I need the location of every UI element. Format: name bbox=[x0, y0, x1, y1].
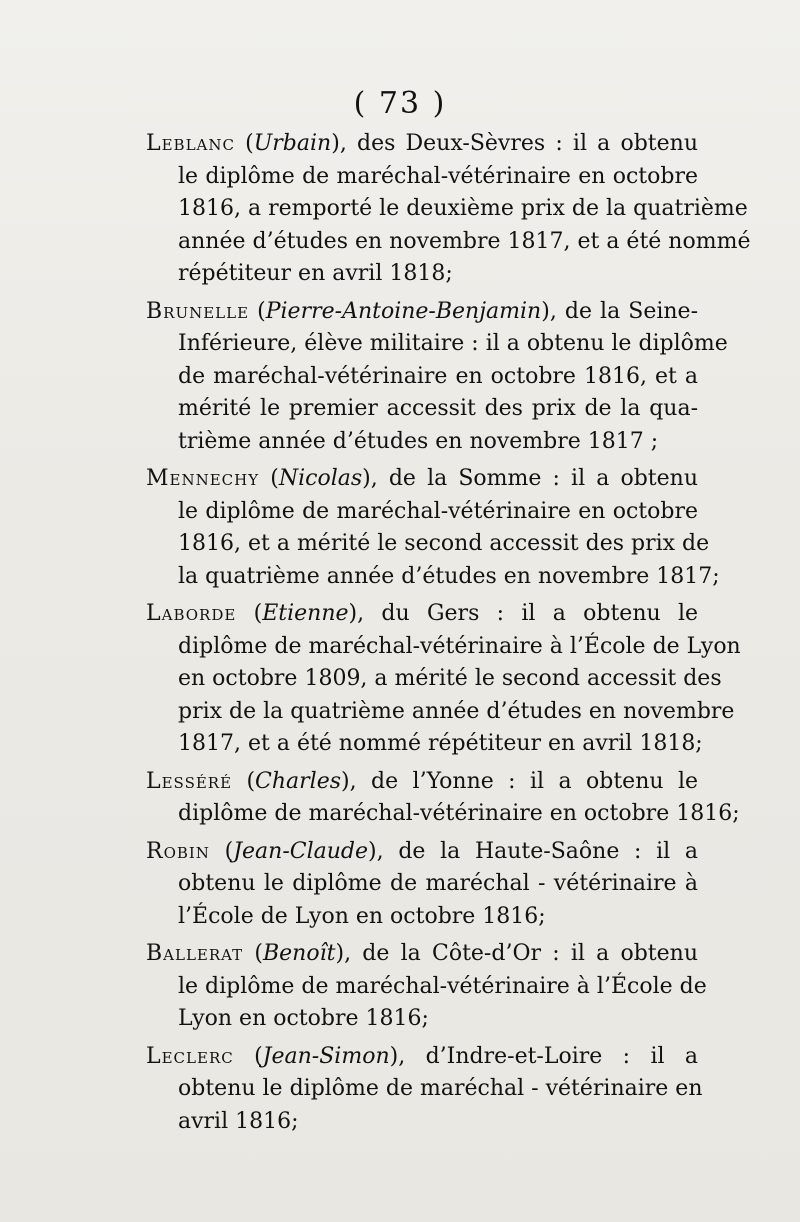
surname: Ballerat bbox=[146, 941, 244, 966]
entry-text-line: 1817, et a été nommé répétiteur en avril 1818; bbox=[178, 731, 703, 756]
entry-text-line: la quatrième année d’études en novembre 1817; bbox=[178, 563, 720, 589]
entry-text-line: répétiteur en avril 1818; bbox=[178, 261, 453, 286]
entry-heading-line: Laborde (Etienne), du Gers : il a obtenu le bbox=[146, 601, 699, 626]
entry-text-line: l’École de Lyon en octobre 1816; bbox=[178, 903, 546, 929]
entry-text-line: diplôme de maréchal-vétérinaire à l’École de Lyon bbox=[178, 633, 741, 659]
surname: Brunelle bbox=[146, 298, 250, 324]
given-name: Jean-Simon bbox=[262, 1043, 390, 1069]
given-name: Jean-Claude bbox=[233, 838, 369, 864]
entry bbox=[146, 938, 707, 1036]
entry-heading-line: Lesséré (Charles), de l’Yonne : il a obtenu le bbox=[146, 768, 698, 794]
surname: Robin bbox=[146, 838, 210, 864]
entry-details: , de la Seine- bbox=[549, 298, 699, 324]
given-name: Nicolas bbox=[278, 466, 363, 491]
given-name: Charles bbox=[255, 768, 342, 794]
entry bbox=[146, 463, 720, 593]
entry-text-line: obtenu le diplôme de maréchal - vétérinaire en bbox=[178, 1076, 703, 1101]
entry-text-line: avril 1816; bbox=[178, 1108, 299, 1134]
entry-heading-line: Leblanc (Urbain), des Deux-Sèvres : il a obtenu bbox=[146, 131, 698, 156]
entry-text-line: Inférieure, élève militaire : il a obtenu le diplôme bbox=[178, 331, 728, 356]
entry bbox=[146, 128, 751, 291]
surname: Laborde bbox=[146, 601, 237, 626]
entry-text-line: Lyon en octobre 1816; bbox=[178, 1006, 429, 1031]
entry-text-line: de maréchal-vétérinaire en octobre 1816, et a bbox=[178, 363, 698, 389]
entry bbox=[146, 1041, 703, 1139]
surname: Mennechy bbox=[146, 466, 260, 491]
entry-text-line: en octobre 1809, a mérité le second accessit des bbox=[178, 666, 722, 691]
entry-text-line: le diplôme de maréchal-vétérinaire en octobre bbox=[178, 498, 698, 524]
page-number: ( 73 ) bbox=[353, 86, 447, 121]
entry-details: , de la Somme : il a obtenu bbox=[370, 466, 698, 491]
entry-text-line: prix de la quatrième année d’études en novembre bbox=[178, 698, 735, 724]
entry-details: , de la Haute-Saône : il a bbox=[376, 838, 698, 864]
entry-details: , du Gers : il a obtenu le bbox=[357, 601, 699, 626]
entry-details: , de la Côte-d’Or : il a obtenu bbox=[344, 941, 699, 966]
entry-text-line: obtenu le diplôme de maréchal - vétérinaire à bbox=[178, 871, 698, 896]
entry-heading-line: Leclerc (Jean-Simon), d’Indre-et-Loire : il a bbox=[146, 1043, 698, 1069]
entry-heading-line: Ballerat (Benoît), de la Côte-d’Or : il a obtenu bbox=[146, 941, 699, 966]
entry-heading-line: Mennechy (Nicolas), de la Somme : il a obtenu bbox=[146, 466, 698, 491]
surname: Lesséré bbox=[146, 768, 233, 794]
entry-details: , de l’Yonne : il a obtenu le bbox=[349, 768, 698, 794]
entry-details: , d’Indre-et-Loire : il a bbox=[398, 1043, 698, 1069]
entry-heading-line: Brunelle (Pierre-Antoine-Benjamin), de la Seine- bbox=[146, 298, 699, 324]
entry-text-line: le diplôme de maréchal-vétérinaire à l’École de bbox=[178, 973, 707, 999]
entry-text-line: mérité le premier accessit des prix de la qua- bbox=[178, 396, 698, 421]
surname: Leblanc bbox=[146, 131, 235, 156]
entry-list bbox=[146, 128, 751, 1138]
entry-text-line: 1816, et a mérité le second accessit des prix de bbox=[178, 531, 710, 556]
given-name: Urbain bbox=[253, 131, 332, 156]
given-name: Pierre-Antoine-Benjamin bbox=[265, 298, 542, 324]
surname: Leclerc bbox=[146, 1043, 234, 1069]
entry-text-line: année d’études en novembre 1817, et a été nommé bbox=[178, 228, 751, 254]
entry bbox=[146, 296, 728, 459]
entry-text-line: diplôme de maréchal-vétérinaire en octobre 1816; bbox=[178, 801, 740, 826]
entry bbox=[146, 836, 698, 934]
entry-text-line: trième année d’études en novembre 1817 ; bbox=[178, 428, 659, 454]
entry-text-line: 1816, a remporté le deuxième prix de la quatrième bbox=[178, 196, 748, 221]
given-name: Etienne bbox=[262, 601, 349, 626]
entry bbox=[146, 598, 741, 761]
given-name: Benoît bbox=[263, 941, 336, 966]
entry-details: , des Deux-Sèvres : il a obtenu bbox=[339, 131, 698, 156]
entry bbox=[146, 766, 740, 831]
entry-text-line: le diplôme de maréchal-vétérinaire en octobre bbox=[178, 163, 698, 189]
entry-heading-line: Robin (Jean-Claude), de la Haute-Saône : il a bbox=[146, 838, 698, 864]
